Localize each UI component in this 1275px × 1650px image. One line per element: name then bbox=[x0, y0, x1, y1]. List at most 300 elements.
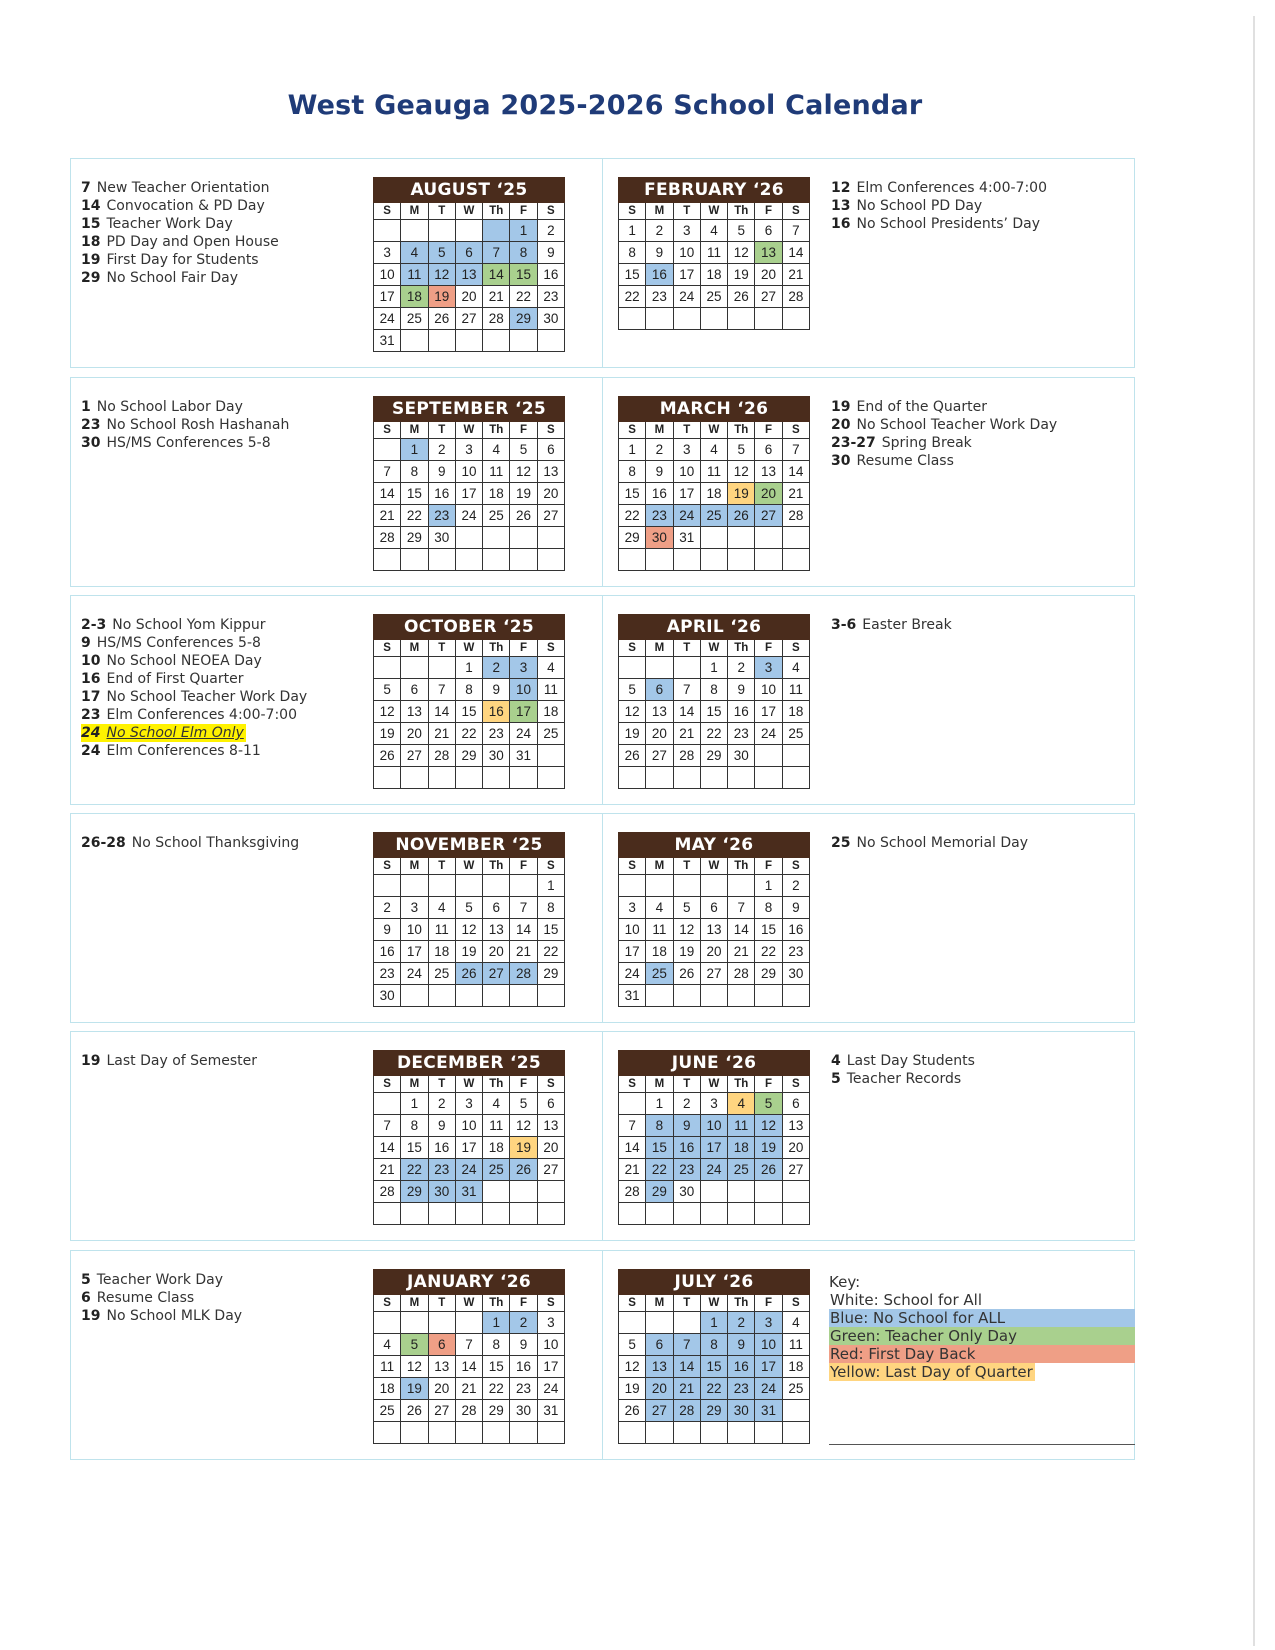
day-cell: 16 bbox=[510, 1356, 537, 1378]
day-cell: 5 bbox=[755, 1093, 782, 1115]
weekday-label: S bbox=[782, 858, 809, 875]
day-cell bbox=[537, 330, 564, 352]
day-cell: 21 bbox=[782, 483, 809, 505]
event-text: No School Rosh Hashanah bbox=[106, 417, 290, 433]
event-date: 23 bbox=[81, 707, 101, 723]
day-cell: 19 bbox=[374, 723, 401, 745]
event-text: HS/MS Conferences 5-8 bbox=[106, 435, 271, 451]
event-date: 1 bbox=[81, 399, 91, 415]
event-item bbox=[81, 688, 307, 706]
day-cell: 18 bbox=[700, 264, 727, 286]
day-cell: 29 bbox=[401, 1181, 428, 1203]
weekday-header-row bbox=[619, 858, 810, 875]
weekday-label: F bbox=[510, 203, 537, 220]
event-item bbox=[81, 1307, 242, 1325]
day-cell: 1 bbox=[619, 439, 646, 461]
day-cell: 9 bbox=[374, 919, 401, 941]
day-cell: 26 bbox=[510, 505, 537, 527]
day-cell: 1 bbox=[483, 1312, 510, 1334]
week-row bbox=[374, 264, 565, 286]
day-cell bbox=[537, 1181, 564, 1203]
event-list bbox=[831, 1052, 975, 1088]
day-cell: 4 bbox=[537, 657, 564, 679]
day-cell bbox=[455, 1203, 482, 1225]
weekday-label: W bbox=[700, 1076, 727, 1093]
day-cell: 19 bbox=[728, 483, 755, 505]
week-row bbox=[374, 286, 565, 308]
day-cell: 23 bbox=[782, 941, 809, 963]
day-cell: 6 bbox=[428, 1334, 455, 1356]
day-cell bbox=[374, 549, 401, 571]
month-name: MAY ‘26 bbox=[619, 833, 810, 858]
event-text: Easter Break bbox=[862, 617, 952, 633]
day-cell: 25 bbox=[428, 963, 455, 985]
key-item: White: School for All bbox=[830, 1291, 982, 1309]
day-cell bbox=[646, 767, 673, 789]
weekday-header-row bbox=[374, 640, 565, 657]
week-row bbox=[374, 1093, 565, 1115]
weekday-label: F bbox=[510, 1295, 537, 1312]
weekday-header-row bbox=[619, 1076, 810, 1093]
event-date: 2-3 bbox=[81, 617, 107, 633]
week-row bbox=[619, 1115, 810, 1137]
month-name: DECEMBER ‘25 bbox=[374, 1051, 565, 1076]
day-cell: 3 bbox=[537, 1312, 564, 1334]
day-cell: 9 bbox=[782, 897, 809, 919]
day-cell: 13 bbox=[537, 461, 564, 483]
day-cell bbox=[428, 1203, 455, 1225]
day-cell bbox=[619, 1422, 646, 1444]
month-calendar bbox=[618, 396, 810, 571]
day-cell: 17 bbox=[401, 941, 428, 963]
day-cell: 12 bbox=[510, 461, 537, 483]
day-cell: 20 bbox=[537, 1137, 564, 1159]
day-cell: 19 bbox=[510, 483, 537, 505]
day-cell: 29 bbox=[483, 1400, 510, 1422]
day-cell: 14 bbox=[510, 919, 537, 941]
event-text: No School Teacher Work Day bbox=[856, 417, 1058, 433]
day-cell: 3 bbox=[673, 439, 700, 461]
weekday-label: T bbox=[673, 858, 700, 875]
month-name: FEBRUARY ‘26 bbox=[619, 178, 810, 203]
day-cell bbox=[728, 527, 755, 549]
day-cell bbox=[510, 1181, 537, 1203]
week-row bbox=[374, 657, 565, 679]
day-cell bbox=[374, 875, 401, 897]
event-date: 10 bbox=[81, 653, 101, 669]
day-cell: 17 bbox=[673, 483, 700, 505]
event-date: 19 bbox=[81, 1308, 101, 1324]
day-cell: 6 bbox=[537, 1093, 564, 1115]
day-cell: 8 bbox=[700, 679, 727, 701]
day-cell: 24 bbox=[619, 963, 646, 985]
day-cell: 5 bbox=[619, 679, 646, 701]
day-cell: 9 bbox=[646, 242, 673, 264]
week-row bbox=[619, 505, 810, 527]
day-cell: 23 bbox=[646, 286, 673, 308]
weekday-label: S bbox=[619, 640, 646, 657]
day-cell: 25 bbox=[782, 1378, 809, 1400]
day-cell bbox=[646, 875, 673, 897]
weekday-label: W bbox=[455, 858, 482, 875]
day-cell: 30 bbox=[646, 527, 673, 549]
day-cell: 8 bbox=[646, 1115, 673, 1137]
day-cell: 6 bbox=[646, 1334, 673, 1356]
event-date: 9 bbox=[81, 635, 91, 651]
month-calendar bbox=[373, 614, 565, 789]
event-date: 13 bbox=[831, 198, 851, 214]
week-row bbox=[619, 1378, 810, 1400]
day-cell: 21 bbox=[428, 723, 455, 745]
event-item bbox=[81, 652, 307, 670]
day-cell: 5 bbox=[673, 897, 700, 919]
day-cell bbox=[374, 1203, 401, 1225]
week-row bbox=[374, 875, 565, 897]
day-cell bbox=[428, 330, 455, 352]
weekday-label: M bbox=[646, 203, 673, 220]
day-cell: 18 bbox=[428, 941, 455, 963]
key-item-row bbox=[829, 1291, 1135, 1309]
week-row bbox=[619, 483, 810, 505]
week-row bbox=[374, 505, 565, 527]
day-cell: 3 bbox=[700, 1093, 727, 1115]
day-cell: 5 bbox=[510, 1093, 537, 1115]
day-cell: 13 bbox=[646, 1356, 673, 1378]
week-row bbox=[374, 985, 565, 1007]
day-cell: 30 bbox=[510, 1400, 537, 1422]
page-edge-line bbox=[1253, 16, 1255, 1646]
day-cell bbox=[673, 1203, 700, 1225]
day-cell: 20 bbox=[483, 941, 510, 963]
day-cell bbox=[483, 527, 510, 549]
day-cell: 23 bbox=[510, 1378, 537, 1400]
day-cell bbox=[455, 527, 482, 549]
day-cell: 27 bbox=[401, 745, 428, 767]
day-cell: 22 bbox=[510, 286, 537, 308]
event-item bbox=[831, 416, 1057, 434]
day-cell bbox=[374, 439, 401, 461]
event-item bbox=[831, 452, 1057, 470]
day-cell bbox=[755, 985, 782, 1007]
day-cell: 5 bbox=[401, 1334, 428, 1356]
day-cell: 24 bbox=[510, 723, 537, 745]
day-cell: 29 bbox=[401, 527, 428, 549]
day-cell: 14 bbox=[728, 919, 755, 941]
day-cell: 12 bbox=[619, 701, 646, 723]
event-text: End of First Quarter bbox=[106, 671, 244, 687]
weekday-label: Th bbox=[728, 1295, 755, 1312]
week-row bbox=[619, 1203, 810, 1225]
day-cell: 11 bbox=[646, 919, 673, 941]
day-cell: 22 bbox=[401, 505, 428, 527]
event-item bbox=[81, 1289, 242, 1307]
week-row bbox=[619, 1422, 810, 1444]
event-text: No School PD Day bbox=[856, 198, 983, 214]
day-cell: 6 bbox=[782, 1093, 809, 1115]
day-cell: 27 bbox=[428, 1400, 455, 1422]
week-row bbox=[619, 439, 810, 461]
month-name: AUGUST ‘25 bbox=[374, 178, 565, 203]
day-cell: 12 bbox=[728, 242, 755, 264]
day-cell bbox=[782, 985, 809, 1007]
event-text: No School Thanksgiving bbox=[131, 835, 300, 851]
day-cell: 7 bbox=[782, 439, 809, 461]
day-cell: 25 bbox=[700, 505, 727, 527]
day-cell: 22 bbox=[700, 1378, 727, 1400]
day-cell: 15 bbox=[619, 483, 646, 505]
weekday-label: W bbox=[700, 422, 727, 439]
day-cell: 22 bbox=[755, 941, 782, 963]
day-cell bbox=[510, 985, 537, 1007]
day-cell: 13 bbox=[700, 919, 727, 941]
week-row bbox=[374, 723, 565, 745]
day-cell: 7 bbox=[510, 897, 537, 919]
day-cell: 4 bbox=[700, 439, 727, 461]
event-date: 19 bbox=[81, 1053, 101, 1069]
day-cell bbox=[428, 220, 455, 242]
day-cell: 14 bbox=[782, 242, 809, 264]
day-cell: 14 bbox=[374, 483, 401, 505]
week-row bbox=[619, 985, 810, 1007]
day-cell: 8 bbox=[483, 1334, 510, 1356]
week-row bbox=[374, 527, 565, 549]
day-cell: 24 bbox=[673, 505, 700, 527]
event-text: No School Teacher Work Day bbox=[106, 689, 308, 705]
day-cell: 11 bbox=[401, 264, 428, 286]
event-text: No School Memorial Day bbox=[856, 835, 1029, 851]
month-calendar bbox=[618, 1269, 810, 1444]
weekday-label: M bbox=[646, 640, 673, 657]
day-cell: 12 bbox=[401, 1356, 428, 1378]
weekday-label: S bbox=[782, 203, 809, 220]
day-cell: 11 bbox=[374, 1356, 401, 1378]
day-cell: 25 bbox=[646, 963, 673, 985]
event-text: Teacher Work Day bbox=[96, 1272, 224, 1288]
day-cell bbox=[673, 657, 700, 679]
day-cell: 18 bbox=[646, 941, 673, 963]
day-cell: 5 bbox=[455, 897, 482, 919]
day-cell: 29 bbox=[537, 963, 564, 985]
weekday-header-row bbox=[619, 640, 810, 657]
week-row bbox=[374, 483, 565, 505]
day-cell: 16 bbox=[428, 483, 455, 505]
month-panel bbox=[602, 1250, 1135, 1460]
day-cell bbox=[782, 745, 809, 767]
day-cell bbox=[755, 1181, 782, 1203]
event-date: 23 bbox=[81, 417, 101, 433]
day-cell: 30 bbox=[483, 745, 510, 767]
day-cell: 4 bbox=[374, 1334, 401, 1356]
day-cell: 15 bbox=[537, 919, 564, 941]
day-cell: 11 bbox=[728, 1115, 755, 1137]
day-cell: 7 bbox=[728, 897, 755, 919]
day-cell: 28 bbox=[374, 527, 401, 549]
week-row bbox=[374, 745, 565, 767]
day-cell bbox=[483, 1181, 510, 1203]
day-cell: 15 bbox=[510, 264, 537, 286]
day-cell: 17 bbox=[673, 264, 700, 286]
day-cell: 18 bbox=[483, 483, 510, 505]
event-item bbox=[81, 706, 307, 724]
day-cell: 22 bbox=[455, 723, 482, 745]
event-item bbox=[81, 269, 279, 287]
day-cell: 1 bbox=[619, 220, 646, 242]
week-row bbox=[619, 897, 810, 919]
day-cell: 1 bbox=[401, 439, 428, 461]
week-row bbox=[374, 919, 565, 941]
day-cell: 9 bbox=[728, 679, 755, 701]
event-list bbox=[831, 834, 1028, 852]
day-cell: 26 bbox=[755, 1159, 782, 1181]
day-cell: 5 bbox=[374, 679, 401, 701]
week-row bbox=[619, 919, 810, 941]
day-cell bbox=[483, 549, 510, 571]
day-cell: 15 bbox=[700, 1356, 727, 1378]
month-header-row bbox=[374, 178, 565, 203]
day-cell bbox=[728, 767, 755, 789]
day-cell: 17 bbox=[700, 1137, 727, 1159]
day-cell: 26 bbox=[619, 1400, 646, 1422]
weekday-label: S bbox=[537, 1076, 564, 1093]
day-cell: 16 bbox=[728, 1356, 755, 1378]
day-cell: 24 bbox=[401, 963, 428, 985]
day-cell: 22 bbox=[619, 286, 646, 308]
day-cell bbox=[782, 1422, 809, 1444]
week-row bbox=[619, 701, 810, 723]
day-cell bbox=[510, 767, 537, 789]
day-cell: 27 bbox=[483, 963, 510, 985]
day-cell: 16 bbox=[483, 701, 510, 723]
day-cell: 21 bbox=[374, 505, 401, 527]
day-cell bbox=[428, 875, 455, 897]
day-cell: 29 bbox=[646, 1181, 673, 1203]
weekday-label: M bbox=[401, 640, 428, 657]
day-cell: 31 bbox=[510, 745, 537, 767]
day-cell: 10 bbox=[619, 919, 646, 941]
day-cell: 26 bbox=[728, 505, 755, 527]
month-calendar bbox=[373, 1050, 565, 1225]
weekday-label: S bbox=[374, 640, 401, 657]
day-cell: 21 bbox=[510, 941, 537, 963]
weekday-label: T bbox=[673, 640, 700, 657]
day-cell: 19 bbox=[619, 1378, 646, 1400]
event-item bbox=[831, 1070, 975, 1088]
day-cell: 16 bbox=[428, 1137, 455, 1159]
day-cell: 4 bbox=[401, 242, 428, 264]
month-calendar bbox=[618, 614, 810, 789]
day-cell bbox=[428, 985, 455, 1007]
weekday-label: Th bbox=[483, 1295, 510, 1312]
day-cell bbox=[755, 308, 782, 330]
day-cell bbox=[700, 1181, 727, 1203]
event-list bbox=[81, 834, 299, 852]
event-text: No School NEOEA Day bbox=[106, 653, 262, 669]
event-text: Elm Conferences 4:00-7:00 bbox=[106, 707, 297, 723]
day-cell: 8 bbox=[700, 1334, 727, 1356]
day-cell: 27 bbox=[537, 1159, 564, 1181]
week-row bbox=[619, 527, 810, 549]
day-cell bbox=[374, 1093, 401, 1115]
day-cell bbox=[673, 308, 700, 330]
day-cell: 18 bbox=[483, 1137, 510, 1159]
day-cell: 7 bbox=[374, 461, 401, 483]
weekday-label: Th bbox=[483, 203, 510, 220]
day-cell: 28 bbox=[673, 745, 700, 767]
weekday-label: F bbox=[510, 640, 537, 657]
day-cell: 18 bbox=[401, 286, 428, 308]
day-cell bbox=[483, 875, 510, 897]
event-item bbox=[81, 834, 299, 852]
day-cell bbox=[782, 1203, 809, 1225]
week-row bbox=[374, 308, 565, 330]
event-item bbox=[81, 179, 279, 197]
day-cell: 1 bbox=[510, 220, 537, 242]
day-cell: 12 bbox=[619, 1356, 646, 1378]
weekday-header-row bbox=[374, 1295, 565, 1312]
week-row bbox=[619, 767, 810, 789]
day-cell: 11 bbox=[483, 461, 510, 483]
day-cell: 18 bbox=[537, 701, 564, 723]
day-cell: 11 bbox=[537, 679, 564, 701]
week-row bbox=[374, 242, 565, 264]
day-cell: 28 bbox=[510, 963, 537, 985]
month-calendar bbox=[373, 832, 565, 1007]
week-row bbox=[374, 461, 565, 483]
month-panel bbox=[602, 158, 1135, 368]
day-cell: 26 bbox=[619, 745, 646, 767]
event-item bbox=[831, 1052, 975, 1070]
day-cell: 2 bbox=[428, 439, 455, 461]
day-cell: 28 bbox=[782, 286, 809, 308]
day-cell bbox=[646, 985, 673, 1007]
event-item bbox=[831, 834, 1028, 852]
day-cell: 28 bbox=[428, 745, 455, 767]
day-cell: 23 bbox=[428, 1159, 455, 1181]
day-cell bbox=[401, 657, 428, 679]
event-item bbox=[81, 233, 279, 251]
weekday-label: S bbox=[374, 1295, 401, 1312]
event-text: PD Day and Open House bbox=[106, 234, 279, 250]
day-cell bbox=[700, 549, 727, 571]
week-row bbox=[619, 1137, 810, 1159]
event-text: No School Labor Day bbox=[96, 399, 243, 415]
day-cell: 12 bbox=[728, 461, 755, 483]
event-item bbox=[81, 434, 289, 452]
day-cell: 1 bbox=[455, 657, 482, 679]
weekday-label: M bbox=[401, 1295, 428, 1312]
week-row bbox=[374, 1312, 565, 1334]
day-cell: 17 bbox=[374, 286, 401, 308]
day-cell: 14 bbox=[673, 701, 700, 723]
event-date: 25 bbox=[831, 835, 851, 851]
day-cell: 4 bbox=[646, 897, 673, 919]
event-text: New Teacher Orientation bbox=[96, 180, 270, 196]
day-cell: 15 bbox=[483, 1356, 510, 1378]
event-item bbox=[81, 616, 307, 634]
day-cell bbox=[755, 549, 782, 571]
day-cell: 27 bbox=[782, 1159, 809, 1181]
day-cell bbox=[537, 1203, 564, 1225]
day-cell: 18 bbox=[782, 701, 809, 723]
day-cell bbox=[483, 220, 510, 242]
weekday-header-row bbox=[374, 1076, 565, 1093]
day-cell bbox=[755, 527, 782, 549]
day-cell: 24 bbox=[537, 1378, 564, 1400]
day-cell bbox=[619, 1093, 646, 1115]
weekday-label: S bbox=[619, 858, 646, 875]
day-cell: 24 bbox=[755, 723, 782, 745]
month-name: JULY ‘26 bbox=[619, 1270, 810, 1295]
